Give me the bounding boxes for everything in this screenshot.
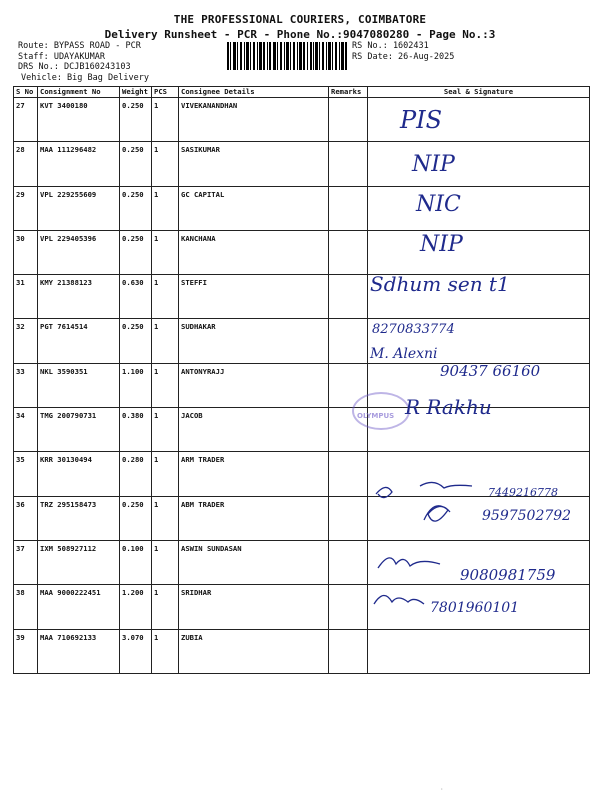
rs-no-text: RS No.: 1602431 xyxy=(352,41,429,51)
consignment-cell: KVT 3400180 xyxy=(38,98,120,142)
pcs-cell: 1 xyxy=(152,452,179,496)
consignee-cell: SUDHAKAR xyxy=(179,319,329,363)
sno-cell: 31 xyxy=(14,275,38,319)
consignment-cell: IXM 508927112 xyxy=(38,540,120,584)
sno-cell: 28 xyxy=(14,142,38,186)
pcs-cell: 1 xyxy=(152,230,179,274)
sno-cell: 33 xyxy=(14,363,38,407)
pcs-cell: 1 xyxy=(152,319,179,363)
sno-cell: 37 xyxy=(14,540,38,584)
col-header: Consignee Details xyxy=(179,87,329,98)
sno-cell: 34 xyxy=(14,408,38,452)
consignment-cell: NKL 3590351 xyxy=(38,363,120,407)
weight-cell: 0.250 xyxy=(120,496,152,540)
rs-date-text: RS Date: 26-Aug-2025 xyxy=(352,51,455,62)
weight-cell: 0.280 xyxy=(120,452,152,496)
sheet-subtitle: Delivery Runsheet - PCR - Phone No.:9047080280 - Page No.:3 xyxy=(104,28,496,41)
signature-36: 7449216778 xyxy=(488,486,558,499)
signature-32: 8270833774 xyxy=(372,322,455,337)
pcs-cell: 1 xyxy=(152,629,179,673)
col-header: Weight xyxy=(120,87,152,98)
consignee-cell: ZUBIA xyxy=(179,629,329,673)
sno-cell: 27 xyxy=(14,98,38,142)
consignment-cell: VPL 229405396 xyxy=(38,230,120,274)
consignee-cell: JACOB xyxy=(179,408,329,452)
scan-mark: · xyxy=(440,786,444,793)
route-text: Route: BYPASS ROAD - PCR xyxy=(18,41,141,51)
consignment-cell: TMG 200790731 xyxy=(38,408,120,452)
signature-39: 7801960101 xyxy=(430,600,520,616)
signature-33a: M. Alexni xyxy=(370,346,438,362)
pcs-cell: 1 xyxy=(152,540,179,584)
col-header: Consignment No xyxy=(38,87,120,98)
vehicle-text: Vehicle: Big Bag Delivery xyxy=(21,72,149,83)
consignment-cell: PGT 7614514 xyxy=(38,319,120,363)
weight-cell: 0.380 xyxy=(120,408,152,452)
pcs-cell: 1 xyxy=(152,408,179,452)
weight-cell: 0.630 xyxy=(120,275,152,319)
pcs-cell: 1 xyxy=(152,585,179,629)
consignee-cell: GC CAPITAL xyxy=(179,186,329,230)
sno-cell: 36 xyxy=(14,496,38,540)
weight-cell: 0.250 xyxy=(120,319,152,363)
signature-31: Sdhum sen t1 xyxy=(370,272,510,296)
signature-29: NIC xyxy=(416,192,461,217)
consignee-cell: STEFFI xyxy=(179,275,329,319)
sno-cell: 29 xyxy=(14,186,38,230)
sheet-title: THE PROFESSIONAL COURIERS, COIMBATORE xyxy=(173,13,427,26)
consignee-cell: KANCHANA xyxy=(179,230,329,274)
consignee-cell: VIVEKANANDHAN xyxy=(179,98,329,142)
consignment-cell: MAA 9000222451 xyxy=(38,585,120,629)
signature-28: NIP xyxy=(412,152,455,177)
pcs-cell: 1 xyxy=(152,363,179,407)
sno-cell: 30 xyxy=(14,230,38,274)
consignee-cell: ARM TRADER xyxy=(179,452,329,496)
signature-30: NIP xyxy=(420,232,463,257)
drs-text: DRS No.: DCJB160243103 xyxy=(18,62,131,73)
consignment-cell: MAA 710692133 xyxy=(38,629,120,673)
pcs-cell: 1 xyxy=(152,275,179,319)
weight-cell: 0.250 xyxy=(120,142,152,186)
sno-cell: 39 xyxy=(14,629,38,673)
consignee-cell: ASWIN SUNDASAN xyxy=(179,540,329,584)
consignment-cell: TRZ 295158473 xyxy=(38,496,120,540)
consignment-cell: KRR 30130494 xyxy=(38,452,120,496)
col-header: PCS xyxy=(152,87,179,98)
sno-cell: 38 xyxy=(14,585,38,629)
consignment-cell: MAA 111296482 xyxy=(38,142,120,186)
weight-cell: 0.250 xyxy=(120,98,152,142)
consignment-cell: VPL 229255609 xyxy=(38,186,120,230)
signature-34: R Rakhu xyxy=(405,395,492,419)
weight-cell: 1.100 xyxy=(120,363,152,407)
sno-cell: 35 xyxy=(14,452,38,496)
consignee-cell: SRIDHAR xyxy=(179,585,329,629)
pcs-cell: 1 xyxy=(152,142,179,186)
signature-33b: 90437 66160 xyxy=(440,362,541,380)
col-header: Seal & Signature xyxy=(368,87,590,98)
pcs-cell: 1 xyxy=(152,186,179,230)
signature-38: 9080981759 xyxy=(460,566,556,584)
stamp-text: OLYMPUS xyxy=(357,412,395,420)
weight-cell: 3.070 xyxy=(120,629,152,673)
signature-37: 9597502792 xyxy=(482,508,572,524)
weight-cell: 0.100 xyxy=(120,540,152,584)
pcs-cell: 1 xyxy=(152,98,179,142)
consignee-cell: ANTONYRAJJ xyxy=(179,363,329,407)
weight-cell: 0.250 xyxy=(120,230,152,274)
weight-cell: 1.200 xyxy=(120,585,152,629)
consignee-cell: SASIKUMAR xyxy=(179,142,329,186)
pcs-cell: 1 xyxy=(152,496,179,540)
consignee-cell: ABM TRADER xyxy=(179,496,329,540)
col-header: S No xyxy=(14,87,38,98)
sno-cell: 32 xyxy=(14,319,38,363)
consignment-cell: KMY 21388123 xyxy=(38,275,120,319)
signature-27: PIS xyxy=(400,106,443,134)
col-header: Remarks xyxy=(329,87,368,98)
weight-cell: 0.250 xyxy=(120,186,152,230)
staff-text: Staff: UDAYAKUMAR xyxy=(18,51,105,62)
